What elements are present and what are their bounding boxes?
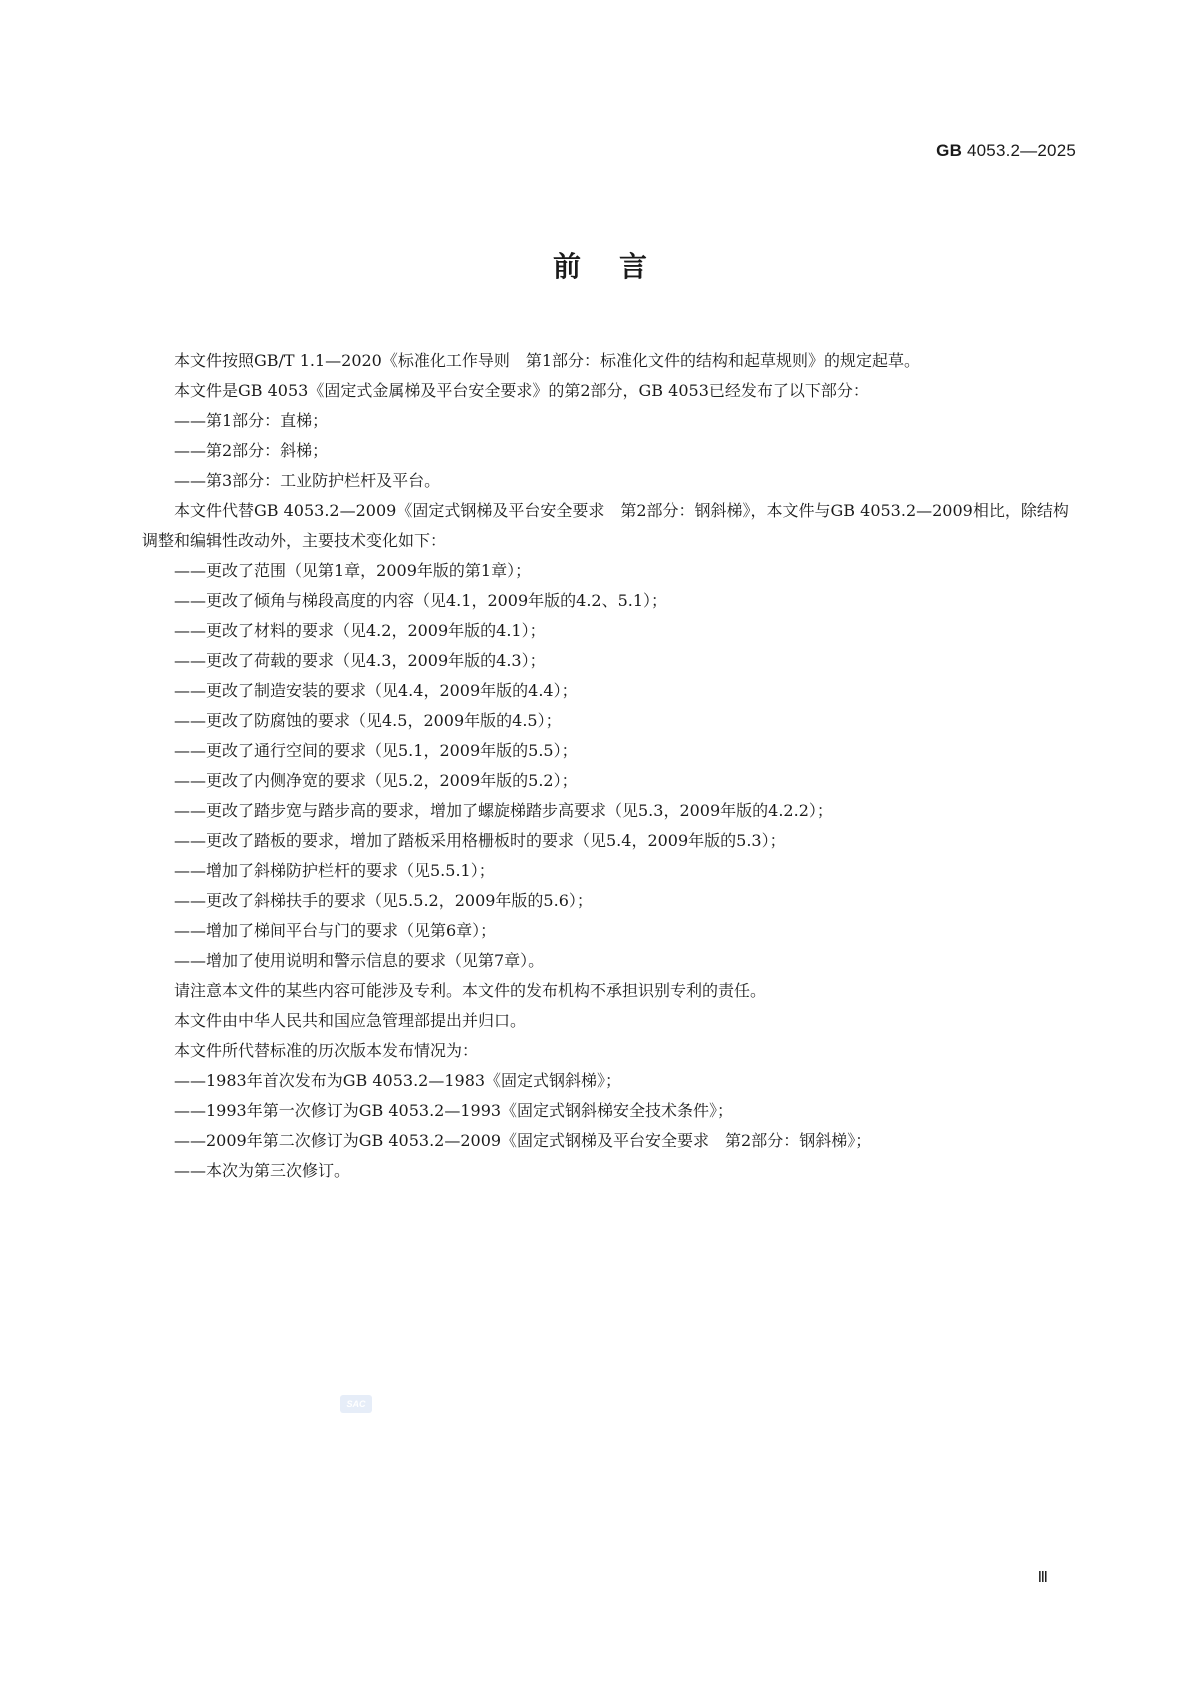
paragraph: ——增加了使用说明和警示信息的要求（见第7章）。 xyxy=(174,951,545,970)
watermark-text: SAC xyxy=(346,1399,366,1409)
paragraph: 本文件是GB 4053《固定式金属梯及平台安全要求》的第2部分，GB 4053已经发布了以下部分： xyxy=(174,381,869,400)
paragraph: ——更改了防腐蚀的要求（见4.5，2009年版的4.5）； xyxy=(174,711,562,730)
standard-code: 4053.2—2025 xyxy=(966,141,1076,160)
paragraph: 本文件由中华人民共和国应急管理部提出并归口。 xyxy=(174,1011,527,1030)
standard-prefix: GB xyxy=(936,141,963,160)
paragraph: ——更改了范围（见第1章，2009年版的第1章）； xyxy=(174,561,532,580)
paragraph: ——更改了通行空间的要求（见5.1，2009年版的5.5）； xyxy=(174,741,578,760)
paragraph: ——更改了制造安装的要求（见4.4，2009年版的4.4）； xyxy=(174,681,578,700)
paragraph: ——第3部分：工业防护栏杆及平台。 xyxy=(174,471,441,490)
paragraph: ——1993年第一次修订为GB 4053.2—1993《固定式钢斜梯安全技术条件》； xyxy=(174,1101,734,1120)
paragraph: ——更改了材料的要求（见4.2，2009年版的4.1）； xyxy=(174,621,546,640)
paragraph: ——更改了荷载的要求（见4.3，2009年版的4.3）； xyxy=(174,651,546,670)
paragraph: 本文件所代替标准的历次版本发布情况为： xyxy=(174,1041,479,1060)
paragraph: 本文件按照GB/T 1.1—2020《标准化工作导则 第1部分：标准化文件的结构和起草规则》的规定起草。 xyxy=(174,351,921,370)
paragraph: ——更改了斜梯扶手的要求（见5.5.2，2009年版的5.6）； xyxy=(174,891,593,910)
paragraph: ——更改了倾角与梯段高度的内容（见4.1，2009年版的4.2、5.1）； xyxy=(174,591,668,610)
sac-watermark xyxy=(340,1395,372,1413)
paragraph: ——更改了踏板的要求，增加了踏板采用格栅板时的要求（见5.4，2009年版的5.3）； xyxy=(174,831,786,850)
paragraph: 本文件代替GB 4053.2—2009《固定式钢梯及平台安全要求 第2部分：钢斜梯》，本文件与GB 4053.2—2009相比，除结构调整和编辑性改动外，主要技术变化如下： xyxy=(142,501,1069,550)
paragraph: ——第2部分：斜梯； xyxy=(174,441,329,460)
paragraph: ——本次为第三次修订。 xyxy=(174,1161,351,1180)
paragraph: ——2009年第二次修订为GB 4053.2—2009《固定式钢梯及平台安全要求 第2部分：钢斜梯》； xyxy=(174,1131,872,1150)
paragraph: ——更改了内侧净宽的要求（见5.2，2009年版的5.2）； xyxy=(174,771,578,790)
paragraph: ——增加了梯间平台与门的要求（见第6章）； xyxy=(174,921,497,940)
paragraph: ——增加了斜梯防护栏杆的要求（见5.5.1）； xyxy=(174,861,495,880)
standard-number xyxy=(936,141,1076,161)
paragraph: ——更改了踏步宽与踏步高的要求，增加了螺旋梯踏步高要求（见5.3，2009年版的4.2.2）； xyxy=(174,801,833,820)
preface-body xyxy=(142,346,1078,1186)
paragraph: ——1983年首次发布为GB 4053.2—1983《固定式钢斜梯》； xyxy=(174,1071,622,1090)
page-number: Ⅲ xyxy=(1037,1570,1048,1586)
paragraph: ——第1部分：直梯； xyxy=(174,411,329,430)
page-title: 前言 xyxy=(552,250,685,283)
paragraph: 请注意本文件的某些内容可能涉及专利。本文件的发布机构不承担识别专利的责任。 xyxy=(174,981,767,1000)
